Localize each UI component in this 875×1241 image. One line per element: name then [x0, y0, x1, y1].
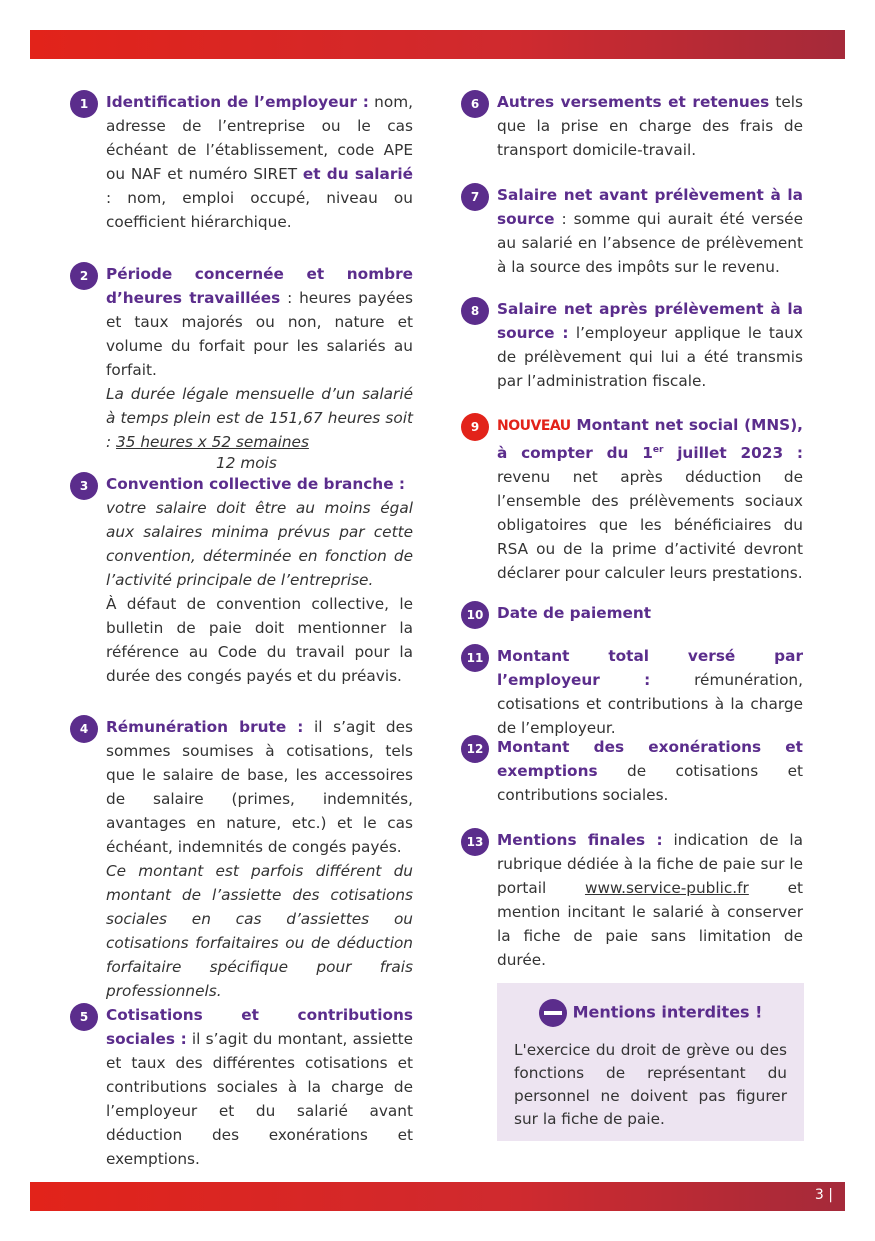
item-italic-note: votre salaire doit être au moins égal aux salaires minima prévus par cette convention, déterminée en fonction de l’activité principale de l’entreprise.: [106, 499, 413, 589]
item-title: Autres versements et retenues: [497, 93, 770, 111]
item-number-badge: 2: [70, 262, 98, 290]
item-text: indication de la rubrique dédiée à la fiche de paie sur le portail: [497, 831, 803, 897]
italic-text: La durée légale mensuelle d’un salarié à temps plein est de 151,67 heures soit :: [106, 385, 413, 451]
item-title: Montant total versé par l’employeur :: [497, 647, 803, 689]
item-title: Montant net social (MNS), à compter du 1: [497, 416, 803, 463]
list-item-7: [470, 183, 803, 279]
header-band: [30, 30, 845, 59]
item-text: rémunération, cotisations et contributions à la charge de l’employeur.: [497, 671, 803, 737]
item-title: Période concernée et nombre d’heures travaillées: [106, 265, 413, 307]
item-number-badge: 1: [70, 90, 98, 118]
item-number-badge: 13: [461, 828, 489, 856]
item-title: Mentions finales :: [497, 831, 663, 849]
list-item-10: [466, 601, 803, 625]
item-text: : somme qui aurait été versée au salarié en l’absence de prélèvement à la source des impôts sur le revenu.: [497, 210, 803, 276]
item-text: de cotisations et contributions sociales.: [497, 762, 803, 804]
item-text: : heures payées et taux majorés ou non, nature et volume du forfait pour les salariés au forfait.: [106, 289, 413, 379]
item-text-2: et mention incitant le salarié à conserver la fiche de paie sans limitation de durée.: [497, 879, 803, 969]
item-text: revenu net après déduction de l’ensemble des prélèvements sociaux obligatoires que les bénéficiaires du RSA ou de la prime d’activité devront déclarer pour calculer leurs prestations.: [497, 468, 803, 583]
item-number-badge: 3: [70, 472, 98, 500]
box-title: Mentions interdites !: [572, 1002, 763, 1022]
page-number-value: 3: [814, 1187, 824, 1203]
item-number-badge: 6: [461, 90, 489, 118]
item-title-end: juillet 2023 :: [663, 444, 803, 463]
page-number: 3 |: [814, 1187, 833, 1203]
list-item-3: [79, 472, 413, 688]
item-title: Identification de l’employeur :: [106, 93, 369, 111]
item-text: nom, adresse de l’entreprise ou le cas échéant de l’établissement, code APE ou NAF et numéro SIRET: [106, 93, 413, 183]
item-title: Cotisations et contributions sociales :: [106, 1006, 413, 1048]
no-entry-icon: [539, 999, 567, 1027]
list-item-2: [79, 262, 413, 472]
item-number-badge: 5: [70, 1003, 98, 1031]
item-number-badge: 7: [461, 183, 489, 211]
box-title-row: [497, 999, 804, 1027]
item-text: l’employeur applique le taux de prélèvement qui lui a été transmis par l’administration fiscale.: [497, 324, 804, 390]
fraction-numerator: 35 heures x 52 semaines: [116, 433, 309, 451]
item-number-badge: 4: [70, 715, 98, 743]
item-title-sup: er: [652, 445, 664, 455]
list-item-1: [79, 90, 413, 234]
item-number-badge: 9: [461, 413, 489, 441]
item-italic-note: Ce montant est parfois différent du montant de l’assiette des cotisations sociales en cas d’assiettes ou cotisations forfaitaires ou de déduction forfaitaire spécifique pour frais professionnels.: [106, 862, 413, 1000]
item-title: Montant des exonérations et exemptions: [497, 738, 803, 780]
list-item-13: [466, 828, 803, 972]
item-title: Rémunération brute :: [106, 718, 304, 736]
item-text-2: : nom, emploi occupé, niveau ou coefficient hiérarchique.: [106, 189, 413, 231]
item-number-badge: 10: [461, 601, 489, 629]
item-text: il s’agit des sommes soumises à cotisations, tels que le salaire de base, les accessoires de salaire (primes, indemnités, avantages en nature, etc.) et le cas échéant, indemnités de congés payés.: [106, 718, 413, 856]
forbidden-mentions-box: [497, 983, 804, 1141]
list-item-5: [79, 1003, 413, 1171]
item-italic-note: [106, 382, 413, 454]
item-title-2: et du salarié: [302, 165, 413, 183]
item-number-badge: 8: [461, 297, 489, 325]
service-public-link[interactable]: www.service-public.fr: [584, 879, 749, 897]
new-badge: NOUVEAU: [497, 418, 571, 434]
fraction-denominator: 12 mois: [216, 454, 277, 472]
box-text: L'exercice du droit de grève ou des fonctions de représentant du personnel ne doivent pas figurer sur la fiche de paie.: [514, 1041, 787, 1128]
item-title: Date de paiement: [497, 604, 652, 622]
list-item-8: [470, 297, 804, 393]
item-number-badge: 12: [461, 735, 489, 763]
list-item-12: [466, 735, 803, 807]
list-item-9: [470, 413, 803, 585]
footer-band: [30, 1182, 845, 1211]
list-item-6: [470, 90, 803, 162]
list-item-4: [79, 715, 413, 1003]
item-title: Convention collective de branche :: [106, 475, 406, 493]
item-number-badge: 11: [461, 644, 489, 672]
list-item-11: [466, 644, 803, 740]
item-text: il s’agit du montant, assiette et taux des différentes cotisations et contributions sociales à la charge de l’employeur et du salarié avant déduction des exonérations et exemptions.: [106, 1030, 413, 1168]
item-text: À défaut de convention collective, le bulletin de paie doit mentionner la référence au Code du travail pour la durée des congés payés et du préavis.: [106, 595, 413, 685]
item-title: Salaire net avant prélèvement à la source: [497, 186, 803, 228]
item-text: tels que la prise en charge des frais de transport domicile-travail.: [497, 93, 803, 159]
item-title: Salaire net après prélèvement à la source :: [497, 300, 803, 342]
